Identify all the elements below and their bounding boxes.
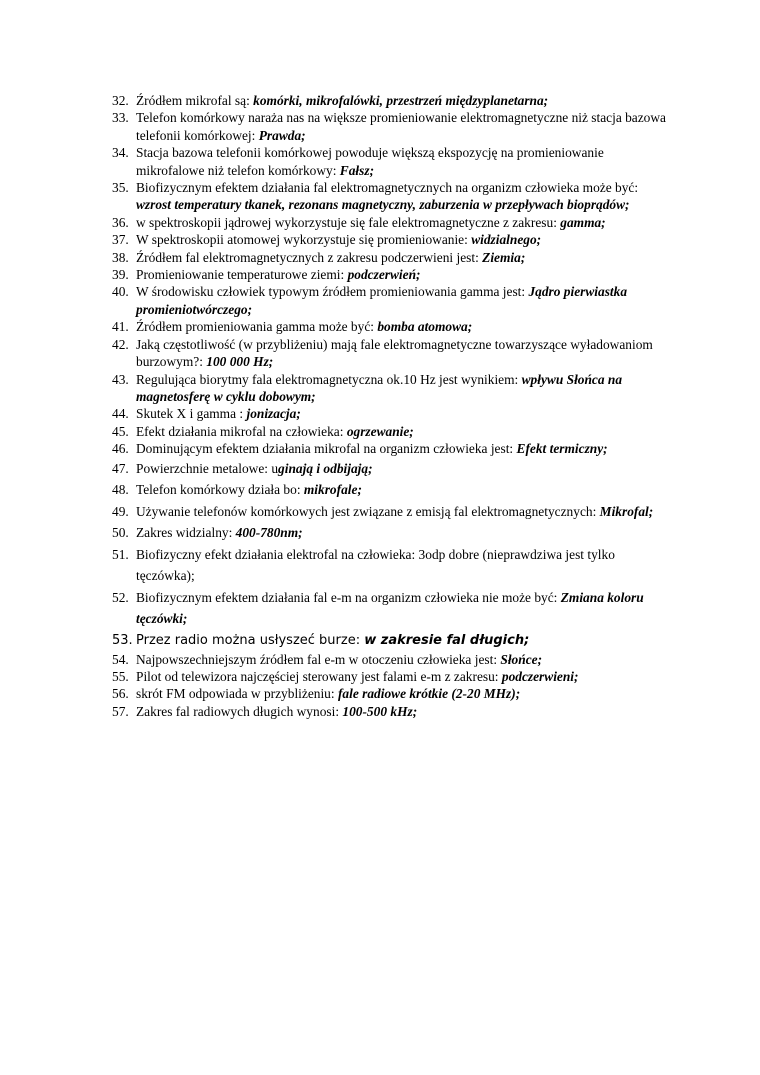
item-number: 41.: [112, 319, 129, 335]
list-item: [112, 440, 672, 457]
list-item: [112, 318, 672, 335]
item-question: Skutek X i gamma :: [136, 406, 247, 422]
item-answer: podczerwieni;: [501, 668, 579, 684]
item-question: Źródłem fal elektromagnetycznych z zakresu podczerwieni jest:: [136, 249, 483, 265]
list-item: [112, 630, 672, 651]
item-number: 38.: [112, 249, 129, 265]
item-answer: widzialnego;: [471, 232, 542, 248]
item-answer: Mikrofal;: [599, 503, 654, 519]
item-answer: gamma;: [560, 214, 606, 230]
item-answer: 400-780nm;: [235, 525, 303, 541]
item-answer: mikrofale;: [303, 482, 362, 498]
item-answer: Zmiana koloru tęczówki;: [136, 589, 644, 627]
item-question: W spektroskopii atomowej wykorzystuje się promieniowanie:: [136, 232, 472, 248]
question-list: [112, 92, 672, 720]
item-question: Powierzchnie metalowe: u: [136, 460, 279, 476]
item-question: Telefon komórkowy naraża nas na większe promieniowanie elektromagnetyczne niż stacja bazowa telefonii komórkowej:: [136, 110, 666, 143]
list-item: [112, 544, 672, 587]
item-question: Pilot od telewizora najczęściej sterowany jest falami e-m z zakresu:: [136, 668, 502, 684]
item-question: Biofizycznym efektem działania fal e-m na organizm człowieka nie może być:: [136, 589, 561, 605]
item-question: Zakres fal radiowych długich wynosi:: [136, 703, 343, 719]
list-item: [112, 109, 672, 144]
item-number: 40.: [112, 284, 129, 300]
item-number: 53.: [112, 632, 133, 648]
item-answer: ginają i odbijają;: [278, 460, 373, 476]
item-answer: w zakresie fal długich;: [364, 632, 530, 648]
item-answer: 100-500 kHz;: [342, 703, 418, 719]
item-number: 55.: [112, 668, 129, 684]
item-number: 46.: [112, 441, 129, 457]
item-question: skrót FM odpowiada w przybliżeniu:: [136, 686, 338, 702]
list-item: [112, 668, 672, 685]
item-answer: Prawda;: [258, 127, 306, 143]
item-answer: wzrost temperatury tkanek, rezonans magnetyczny, zaburzenia w przepływach bioprądów;: [136, 197, 630, 213]
item-number: 51.: [112, 546, 129, 562]
item-answer: Słońce;: [500, 651, 543, 667]
item-number: 49.: [112, 503, 129, 519]
item-answer: Ziemia;: [482, 249, 526, 265]
item-number: 34.: [112, 145, 129, 161]
item-question: Jaką częstotliwość (w przybliżeniu) mają fale elektromagnetyczne towarzyszące wyładowaniom burzowym?:: [136, 336, 653, 370]
item-number: 48.: [112, 482, 129, 498]
item-number: 43.: [112, 371, 129, 387]
item-answer: Jądro pierwiastka promieniotwórczego;: [136, 284, 628, 317]
item-question: Regulująca biorytmy fala elektromagnetyczna ok.10 Hz jest wynikiem:: [136, 371, 522, 387]
item-number: 50.: [112, 525, 129, 541]
item-number: 39.: [112, 267, 129, 283]
item-answer: bomba atomowa;: [377, 319, 473, 335]
item-question: Dominującym efektem działania mikrofal na organizm człowieka jest:: [136, 441, 517, 457]
item-question: Biofizyczny efekt działania elektrofal na człowieka: 3odp dobre (nieprawdziwa jest tylko tęczówka);: [136, 546, 615, 584]
item-answer: wpływu Słońca na magnetosferę w cyklu dobowym;: [136, 371, 623, 404]
item-number: 33.: [112, 110, 129, 126]
item-answer: Efekt termiczny;: [516, 441, 608, 457]
item-question: Efekt działania mikrofal na człowieka:: [136, 423, 347, 439]
list-item: [112, 92, 672, 109]
item-question: Źródłem mikrofal są:: [136, 93, 254, 108]
item-question: Promieniowanie temperaturowe ziemi:: [136, 267, 348, 283]
list-item: [112, 479, 672, 501]
list-item: [112, 179, 672, 214]
item-number: 54.: [112, 651, 129, 667]
list-item: [112, 144, 672, 179]
list-item: [112, 405, 672, 422]
list-item: [112, 522, 672, 544]
item-answer: jonizacja;: [246, 406, 301, 422]
list-item: [112, 266, 672, 283]
item-answer: 100 000 Hz;: [206, 354, 274, 370]
list-item: [112, 587, 672, 630]
item-number: 57.: [112, 703, 129, 719]
item-question: Źródłem promieniowania gamma może być:: [136, 319, 378, 335]
item-number: 37.: [112, 232, 129, 248]
item-answer: komórki, mikrofalówki, przestrzeń międzyplanetarna;: [253, 93, 549, 108]
item-number: 44.: [112, 406, 129, 422]
item-question: Stacja bazowa telefonii komórkowej powoduje większą ekspozycję na promieniowanie mikrofalowe niż telefon komórkowy:: [136, 145, 604, 178]
list-item: [112, 458, 672, 480]
item-number: 35.: [112, 180, 129, 196]
item-number: 52.: [112, 589, 129, 605]
list-item: [112, 336, 672, 371]
item-number: 36.: [112, 214, 129, 230]
item-number: 32.: [112, 93, 129, 108]
item-question: Telefon komórkowy działa bo:: [136, 482, 304, 498]
list-item: [112, 423, 672, 440]
item-question: Zakres widzialny:: [136, 525, 236, 541]
item-number: 56.: [112, 686, 129, 702]
list-item: [112, 651, 672, 668]
list-item: [112, 685, 672, 702]
item-question: Używanie telefonów komórkowych jest związane z emisją fal elektromagnetycznych:: [136, 503, 600, 519]
item-question: W środowisku człowiek typowym źródłem promieniowania gamma jest:: [136, 284, 529, 300]
item-answer: fale radiowe krótkie (2-20 MHz);: [337, 686, 521, 702]
list-item: [112, 214, 672, 231]
list-item: [112, 703, 672, 720]
list-item: [112, 371, 672, 406]
item-question: Najpowszechniejszym źródłem fal e-m w otoczeniu człowieka jest:: [136, 651, 501, 667]
list-item: [112, 501, 672, 523]
item-number: 42.: [112, 336, 129, 352]
list-item: [112, 283, 672, 318]
item-number: 45.: [112, 423, 129, 439]
list-item: [112, 249, 672, 266]
item-answer: podczerwień;: [347, 267, 421, 283]
list-item: [112, 231, 672, 248]
item-question: Przez radio można usłyszeć burze:: [136, 632, 365, 648]
item-answer: ogrzewanie;: [346, 423, 414, 439]
item-question: Biofizycznym efektem działania fal elektromagnetycznych na organizm człowieka może być:: [136, 180, 639, 196]
item-answer: Fałsz;: [339, 162, 375, 178]
item-question: w spektroskopii jądrowej wykorzystuje się fale elektromagnetyczne z zakresu:: [136, 214, 561, 230]
item-number: 47.: [112, 460, 129, 476]
